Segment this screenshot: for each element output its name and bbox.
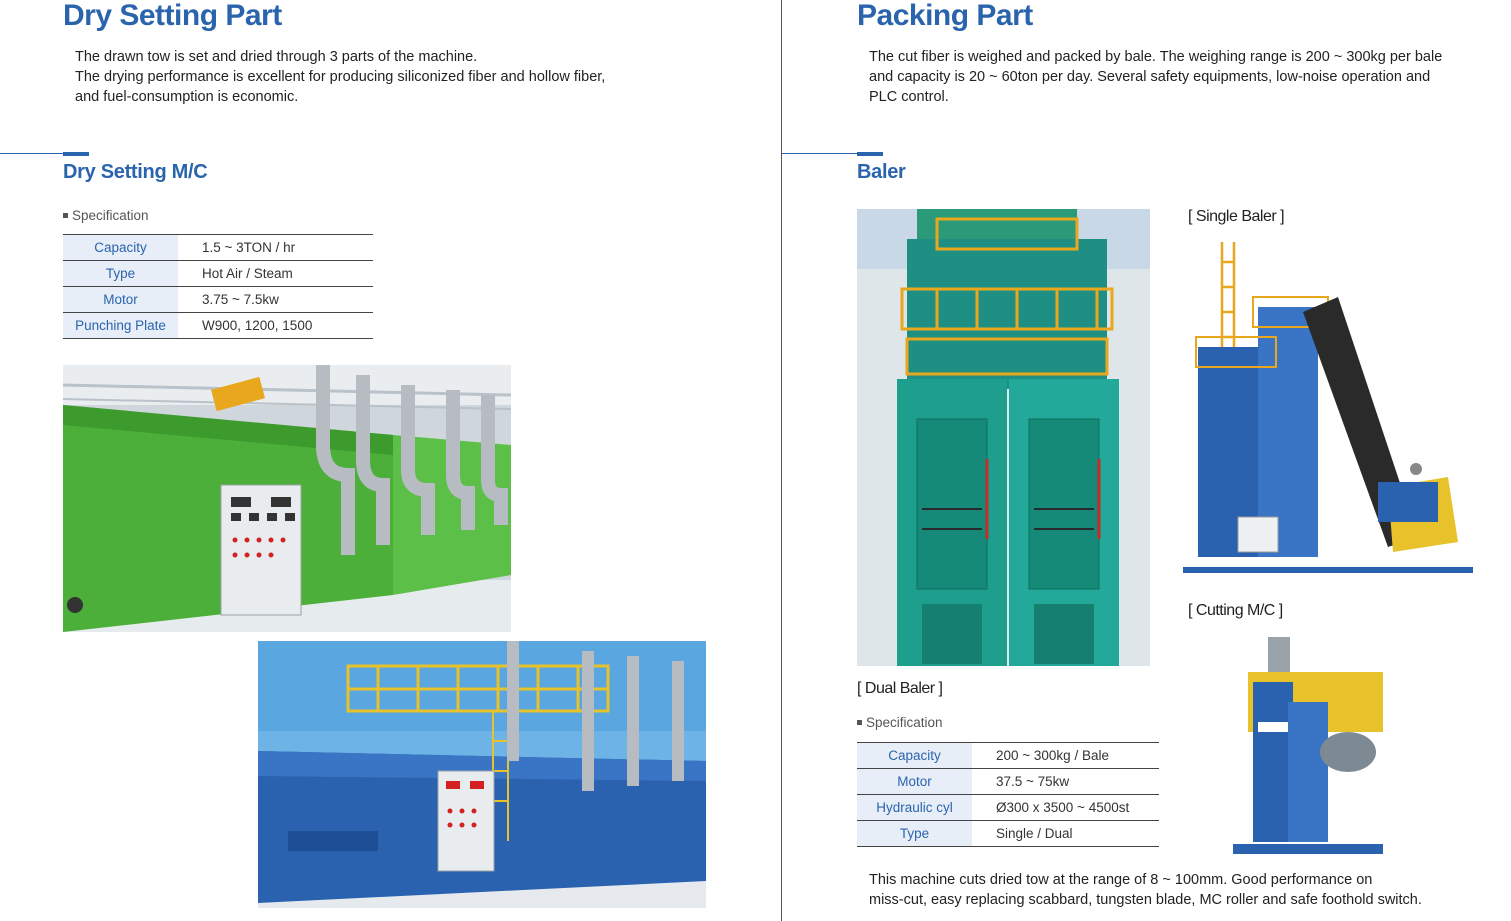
baler-spec-table [857, 742, 1159, 847]
spec-key: Type [857, 821, 972, 847]
packing-description [869, 47, 1442, 107]
spec-key: Hydraulic cyl [857, 795, 972, 821]
description-line: and capacity is 20 ~ 60ton per day. Several safety equipments, low-noise operation and [869, 69, 1431, 85]
section-accent [63, 152, 89, 156]
specification-label: Specification [857, 715, 943, 730]
table-row [857, 795, 1159, 821]
description-line: The cut fiber is weighed and packed by bale. The weighing range is 200 ~ 300kg per bale [869, 49, 1443, 65]
table-row [63, 235, 373, 261]
dual-baler-photo [857, 209, 1150, 666]
spec-value: W900, 1200, 1500 [188, 313, 373, 339]
spec-value: Single / Dual [982, 821, 1159, 847]
dry-setting-part-title: Dry Setting Part [63, 0, 282, 32]
dry-setting-spec-table [63, 234, 373, 339]
single-baler-photo [1178, 237, 1478, 580]
spec-value: Ø300 x 3500 ~ 4500st [982, 795, 1159, 821]
single-baler-caption: [ Single Baler ] [1188, 208, 1285, 225]
cutting-mc-caption: [ Cutting M/C ] [1188, 602, 1283, 619]
table-row [857, 769, 1159, 795]
section-rule [782, 153, 857, 154]
spec-value: Hot Air / Steam [188, 261, 373, 287]
spec-key: Type [63, 261, 178, 287]
spec-value: 1.5 ~ 3TON / hr [188, 235, 373, 261]
description-line: PLC control. [869, 89, 949, 105]
description-line: miss-cut, easy replacing scabbard, tungsten blade, MC roller and safe foothold switch. [869, 892, 1422, 908]
section-accent [857, 152, 883, 156]
table-row [857, 821, 1159, 847]
table-row [63, 287, 373, 313]
table-row [857, 743, 1159, 769]
dry-setting-mc-title: Dry Setting M/C [63, 161, 208, 183]
spec-key: Motor [857, 769, 972, 795]
table-row [63, 313, 373, 339]
baler-title: Baler [857, 161, 906, 183]
packing-part-title: Packing Part [857, 0, 1033, 32]
table-row [63, 261, 373, 287]
section-rule [0, 153, 63, 154]
cutting-machine-photo [1228, 632, 1388, 864]
spec-key: Capacity [63, 235, 178, 261]
cutting-mc-description [869, 870, 1422, 910]
spec-value: 3.75 ~ 7.5kw [188, 287, 373, 313]
spec-key: Capacity [857, 743, 972, 769]
description-line: The drawn tow is set and dried through 3 parts of the machine. [75, 49, 478, 65]
dry-setting-description [75, 47, 605, 107]
description-line: and fuel-consumption is economic. [75, 89, 299, 105]
spec-key: Punching Plate [63, 313, 178, 339]
page-divider [781, 0, 782, 921]
square-bullet-icon [63, 213, 68, 218]
description-line: This machine cuts dried tow at the range of 8 ~ 100mm. Good performance on [869, 872, 1373, 888]
dual-baler-caption: [ Dual Baler ] [857, 680, 943, 697]
specification-label: Specification [63, 208, 149, 223]
description-line: The drying performance is excellent for producing siliconized fiber and hollow fiber, [75, 69, 606, 85]
dry-setting-machine-photo-blue [258, 641, 706, 908]
dry-setting-machine-photo-green [63, 365, 511, 632]
spec-value: 37.5 ~ 75kw [982, 769, 1159, 795]
spec-key: Motor [63, 287, 178, 313]
square-bullet-icon [857, 720, 862, 725]
spec-value: 200 ~ 300kg / Bale [982, 743, 1159, 769]
